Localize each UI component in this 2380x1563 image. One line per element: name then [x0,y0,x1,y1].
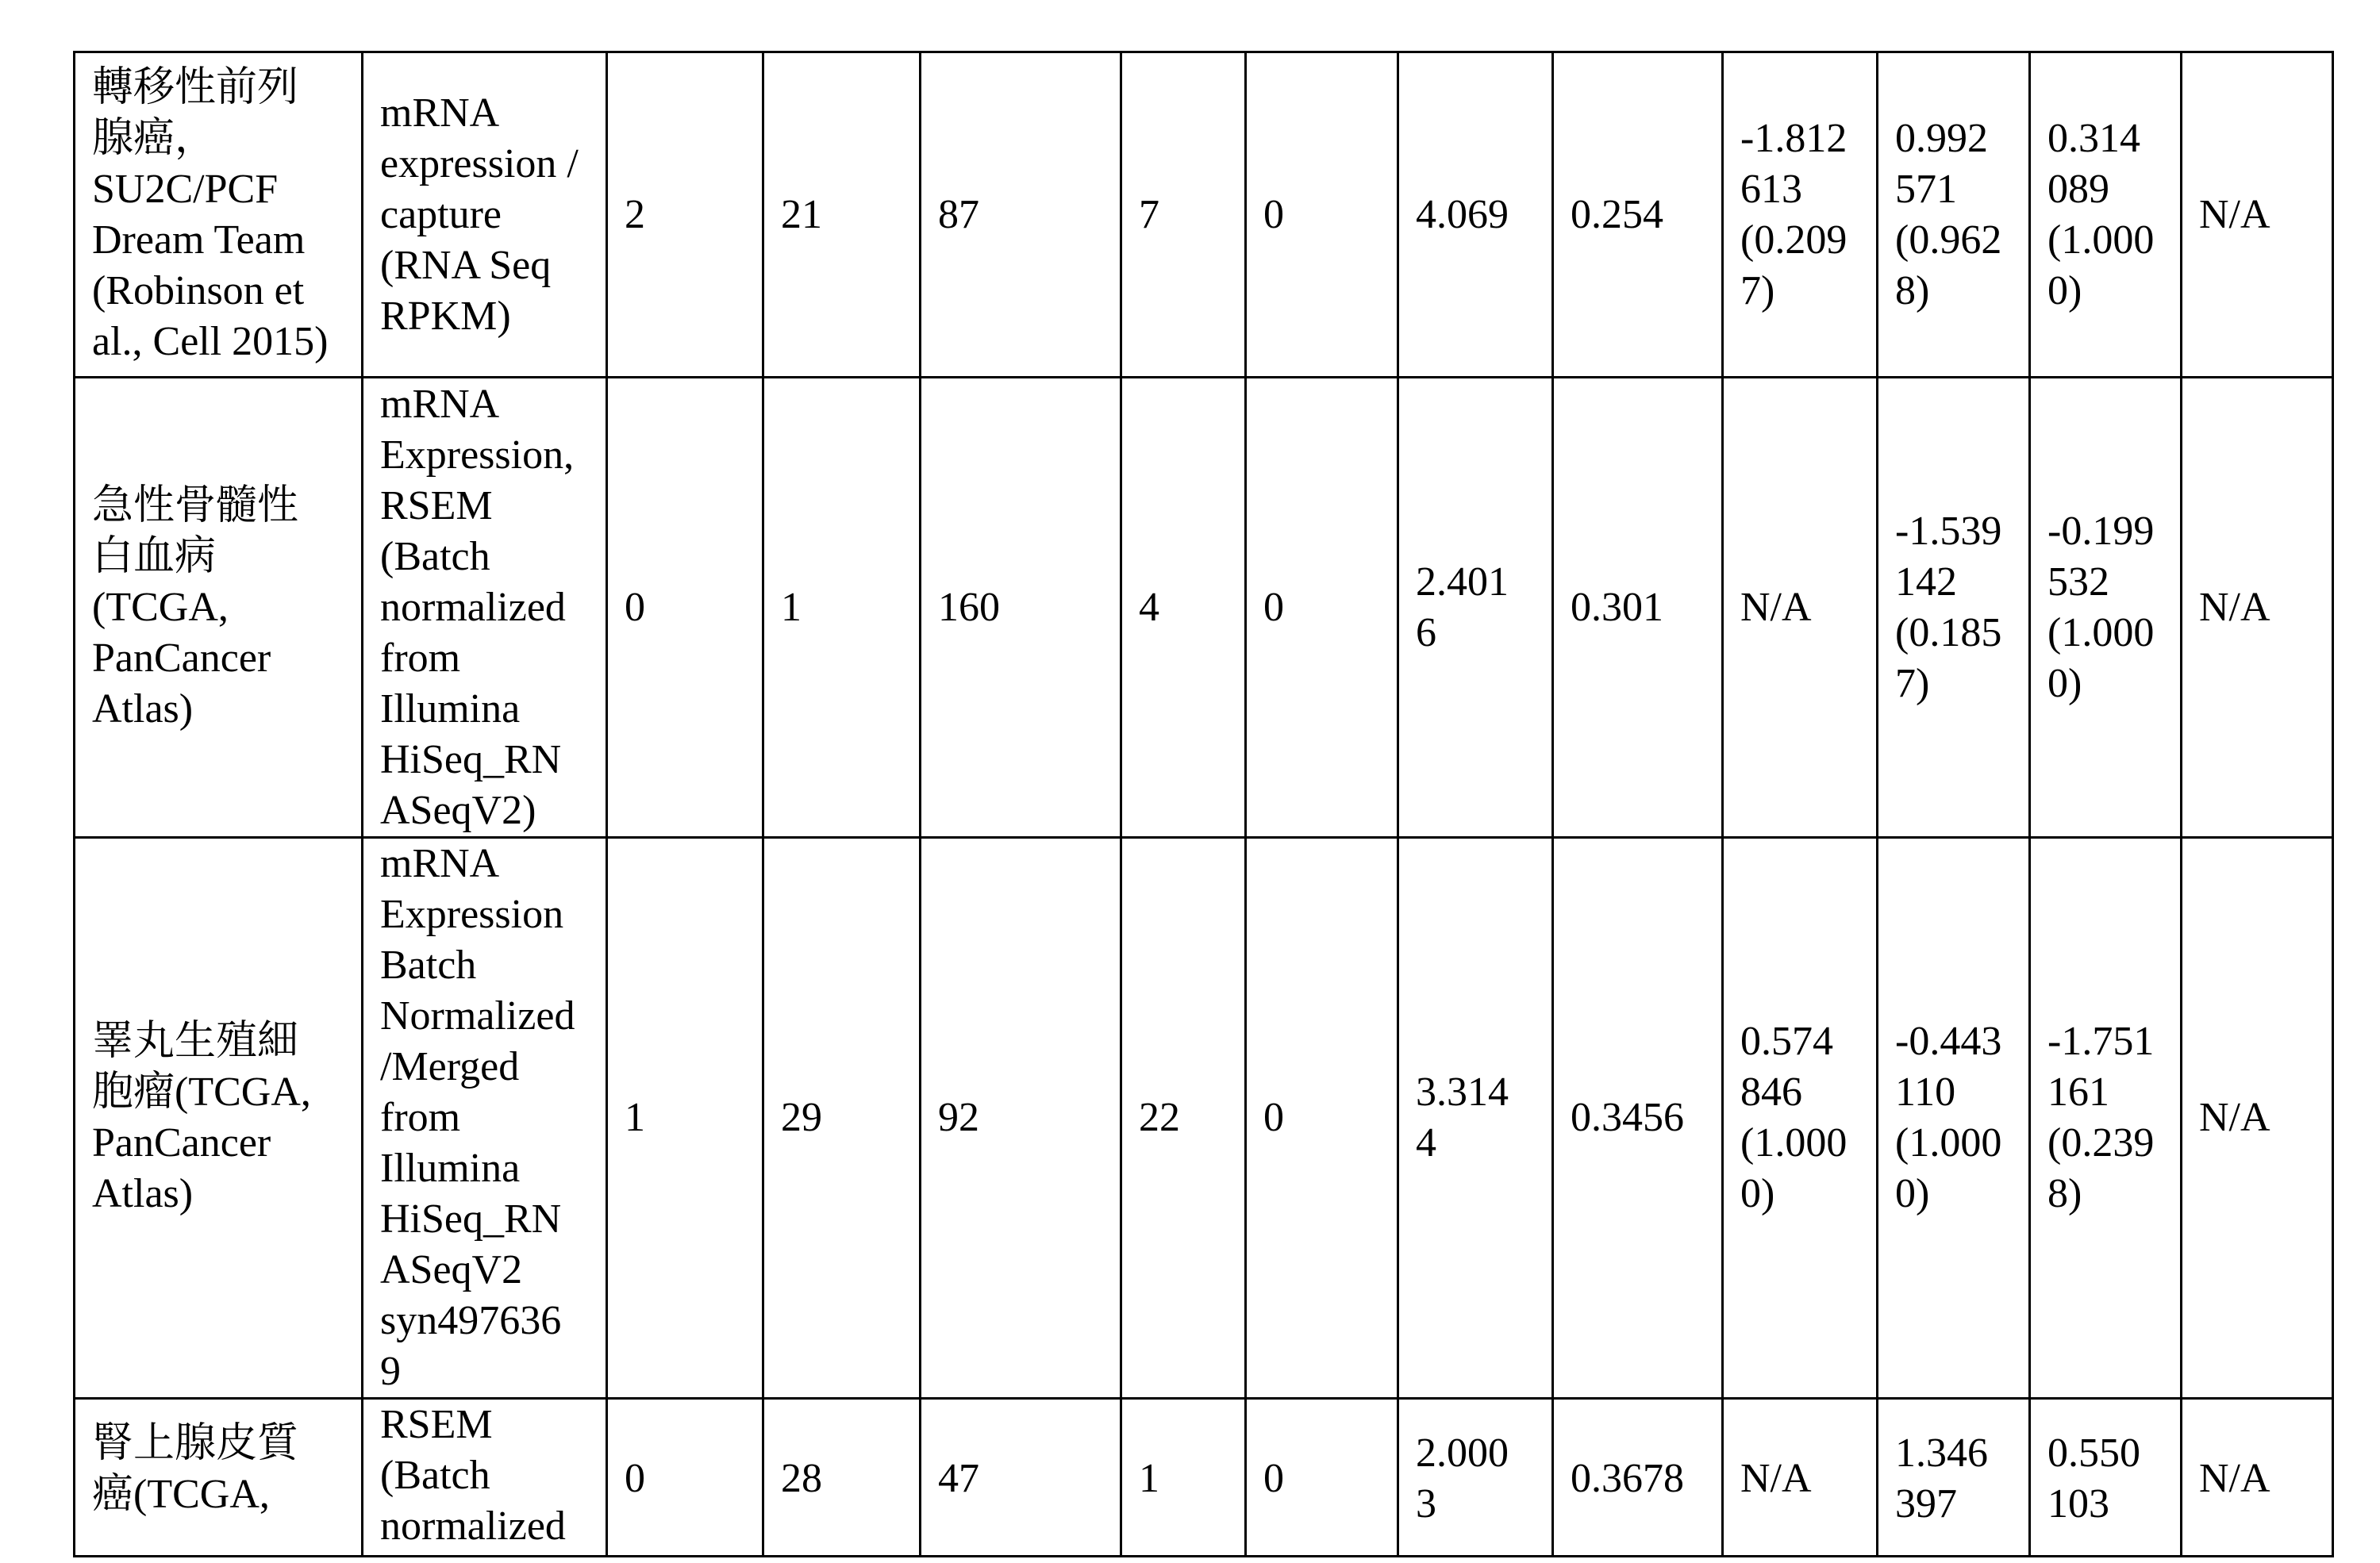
cell-text: -1.812 613 (0.209 7) [1740,115,1847,313]
cancer-study-cell [75,838,363,1399]
value-cell [1553,52,1723,378]
value-cell [921,378,1121,838]
value-cell [1121,378,1246,838]
value-cell [607,378,763,838]
cancer-study-cell [75,52,363,378]
cell-text: 0.550 103 [2047,1431,2140,1527]
cell-text: 87 [938,191,979,237]
value-cell [2030,378,2182,838]
cell-text: -0.199 532 (1.000 0) [2047,508,2155,706]
value-cell [1723,52,1878,378]
cell-text: 92 [938,1095,979,1140]
data-type-cell [363,838,607,1399]
value-cell [2030,1399,2182,1557]
value-cell [1878,838,2030,1399]
cell-text: 160 [938,584,1000,630]
value-cell [607,1399,763,1557]
cancer-study-cell [75,1399,363,1557]
value-cell [1121,1399,1246,1557]
cell-text: 0 [625,584,645,630]
value-cell [1246,838,1398,1399]
cell-text: 急性骨髓性 白血病 (TCGA, PanCancer Atlas) [92,482,299,732]
cancer-study-cell [75,378,363,838]
table-row [75,838,2333,1399]
cell-text: 4 [1139,584,1159,630]
cell-text: mRNA Expression Batch Normalized /Merged from Illumina HiSeq_RN ASeqV2 syn497636 9 [380,841,575,1394]
cell-text: -1.751 161 (0.239 8) [2047,1019,2155,1216]
value-cell [1398,378,1553,838]
value-cell [1723,1399,1878,1557]
value-cell [1878,1399,2030,1557]
cell-text: N/A [2199,1095,2270,1140]
value-cell [2030,838,2182,1399]
cell-text: 7 [1139,191,1159,237]
cell-text: 0 [1263,1095,1284,1140]
value-cell [1723,378,1878,838]
value-cell [1121,52,1246,378]
cell-text: N/A [2199,191,2270,237]
value-cell [1878,378,2030,838]
value-cell [921,838,1121,1399]
cell-text: 1.346 397 [1895,1431,1988,1527]
cell-text: 22 [1139,1095,1180,1140]
cell-text: 0 [1263,584,1284,630]
cell-text: N/A [2199,1456,2270,1501]
data-type-cell [363,52,607,378]
value-cell [607,838,763,1399]
value-cell [763,1399,921,1557]
value-cell [921,52,1121,378]
value-cell [921,1399,1121,1557]
results-table [73,51,2334,1557]
table-row [75,52,2333,378]
value-cell [1246,52,1398,378]
value-cell [2182,1399,2333,1557]
cell-text: N/A [2199,584,2270,630]
table-row [75,1399,2333,1557]
cell-text: mRNA Expression, RSEM (Batch normalized from Illumina HiSeq_RN ASeqV2) [380,381,575,833]
cell-text: 0.301 [1571,584,1663,630]
table-row [75,378,2333,838]
value-cell [1246,378,1398,838]
cell-text: 1 [1139,1456,1159,1501]
value-cell [1878,52,2030,378]
cell-text: 0 [1263,191,1284,237]
cell-text: 0.254 [1571,191,1663,237]
cell-text: N/A [1740,1456,1812,1501]
table-body [75,52,2333,1557]
value-cell [2182,52,2333,378]
value-cell [1121,838,1246,1399]
value-cell [763,838,921,1399]
data-type-cell [363,378,607,838]
value-cell [763,378,921,838]
cell-text: 0.3678 [1571,1456,1684,1501]
cell-text: 腎上腺皮質 癌(TCGA, [92,1421,299,1517]
value-cell [1723,838,1878,1399]
cell-text: 28 [781,1456,822,1501]
cell-text: 21 [781,191,822,237]
cell-text: 0.3456 [1571,1095,1684,1140]
cell-text: 1 [625,1095,645,1140]
cell-text: 0.574 846 (1.000 0) [1740,1019,1847,1216]
value-cell [1553,378,1723,838]
cell-text: 0.992 571 (0.962 8) [1895,115,2002,313]
cell-text: 轉移性前列 腺癌， SU2C/PCF Dream Team (Robinson et al., Cell 2015) [92,64,329,364]
value-cell [1398,52,1553,378]
cell-text: 1 [781,584,802,630]
cell-text: 0 [1263,1456,1284,1501]
value-cell [1246,1399,1398,1557]
cell-text: -0.443 110 (1.000 0) [1895,1019,2002,1216]
cell-text: 3.314 4 [1416,1070,1509,1166]
value-cell [2182,838,2333,1399]
cell-text: 2.401 6 [1416,559,1509,655]
cell-text: N/A [1740,584,1812,630]
cell-text: RSEM (Batch normalized [380,1402,566,1549]
value-cell [763,52,921,378]
value-cell [1553,1399,1723,1557]
data-type-cell [363,1399,607,1557]
value-cell [1553,838,1723,1399]
value-cell [2182,378,2333,838]
cell-text: 47 [938,1456,979,1501]
cell-text: mRNA expression / capture (RNA Seq RPKM) [380,90,579,339]
value-cell [1398,1399,1553,1557]
cell-text: 0 [625,1456,645,1501]
cell-text: 2 [625,191,645,237]
cell-text: 睪丸生殖細 胞瘤(TCGA, PanCancer Atlas) [92,1019,311,1216]
cell-text: 4.069 [1416,191,1509,237]
value-cell [2030,52,2182,378]
value-cell [1398,838,1553,1399]
cell-text: 0.314 089 (1.000 0) [2047,115,2155,313]
cell-text: -1.539 142 (0.185 7) [1895,508,2002,706]
cell-text: 29 [781,1095,822,1140]
value-cell [607,52,763,378]
cell-text: 2.000 3 [1416,1431,1509,1527]
